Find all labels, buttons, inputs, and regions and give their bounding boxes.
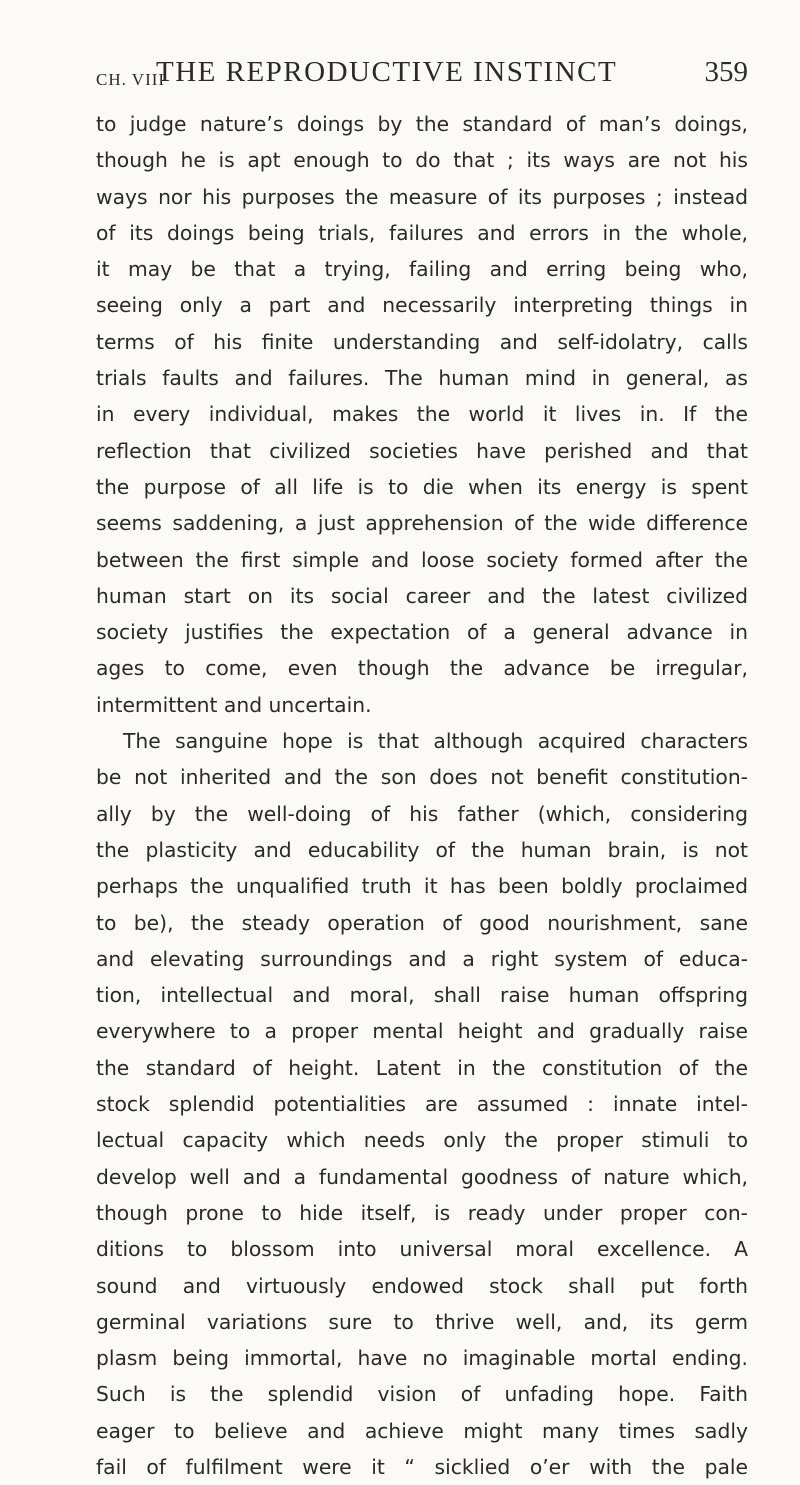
text-line: society justifies the expectation of a general advance in xyxy=(96,620,748,645)
text-line: seems saddening, a just apprehension of the wide difference xyxy=(96,511,748,536)
text-line: lectual capacity which needs only the proper stimuli to xyxy=(96,1128,748,1153)
text-line: the plasticity and educability of the human brain, is not xyxy=(96,837,748,862)
text-line: Such is the splendid vision of unfading hope. Faith xyxy=(96,1382,748,1407)
text-line: in every individual, makes the world it lives in. If the xyxy=(96,402,748,427)
chapter-label: CH. VIII xyxy=(96,70,166,89)
text-line: stock splendid potentialities are assumed : innate intel- xyxy=(96,1092,748,1117)
text-line: eager to believe and achieve might many times sadly xyxy=(96,1418,748,1443)
text-line: ages to come, even though the advance be irregular, xyxy=(96,656,748,681)
text-line: everywhere to a proper mental height and gradually raise xyxy=(96,1019,748,1044)
text-line: ally by the well-doing of his father (which, considering xyxy=(96,801,748,826)
paragraph-first-line: The sanguine hope is that although acquired characters xyxy=(123,729,748,754)
text-line: reflection that civilized societies have perished and that xyxy=(96,438,748,463)
text-line: to be), the steady operation of good nourishment, sane xyxy=(96,910,748,935)
text-line: terms of his finite understanding and self-idolatry, calls xyxy=(96,329,748,354)
text-line: develop well and a fundamental goodness of nature which, xyxy=(96,1164,748,1189)
paragraph-last-line: intermittent and uncertain. xyxy=(96,692,372,717)
running-head xyxy=(96,56,748,100)
text-line: and elevating surroundings and a right system of educa- xyxy=(96,946,748,971)
text-line: seeing only a part and necessarily interpreting things in xyxy=(96,293,748,318)
text-line: though prone to hide itself, is ready under proper con- xyxy=(96,1200,748,1225)
text-line: germinal variations sure to thrive well, and, its germ xyxy=(96,1309,748,1334)
text-line: sound and virtuously endowed stock shall put forth xyxy=(96,1273,748,1298)
text-line: though he is apt enough to do that ; its ways are not his xyxy=(96,148,748,173)
text-line: tion, intellectual and moral, shall raise human offspring xyxy=(96,983,748,1008)
text-line: plasm being immortal, have no imaginable mortal ending. xyxy=(96,1346,748,1371)
text-line: to judge nature’s doings by the standard of man’s doings, xyxy=(96,112,748,136)
text-line: ditions to blossom into universal moral excellence. A xyxy=(96,1237,748,1262)
text-line: human start on its social career and the latest civilized xyxy=(96,583,748,608)
text-line: it may be that a trying, failing and erring being who, xyxy=(96,257,748,282)
text-line: between the first simple and loose society formed after the xyxy=(96,547,748,572)
text-line: of its doings being trials, failures and errors in the whole, xyxy=(96,220,748,245)
text-line: perhaps the unqualified truth it has been boldly proclaimed xyxy=(96,874,748,899)
text-line: the standard of height. Latent in the constitution of the xyxy=(96,1055,748,1080)
text-line: be not inherited and the son does not benefit constitution- xyxy=(96,765,748,790)
text-line: the purpose of all life is to die when its energy is spent xyxy=(96,474,748,499)
text-line: fail of fulfilment were it “ sicklied o’er with the pale xyxy=(96,1454,748,1479)
page-number: 359 xyxy=(704,56,748,88)
running-title: THE REPRODUCTIVE INSTINCT xyxy=(156,56,618,88)
text-line: trials faults and failures. The human mind in general, as xyxy=(96,366,748,391)
text-line: ways nor his purposes the measure of its purposes ; instead xyxy=(96,184,748,209)
body-text xyxy=(96,106,748,1485)
